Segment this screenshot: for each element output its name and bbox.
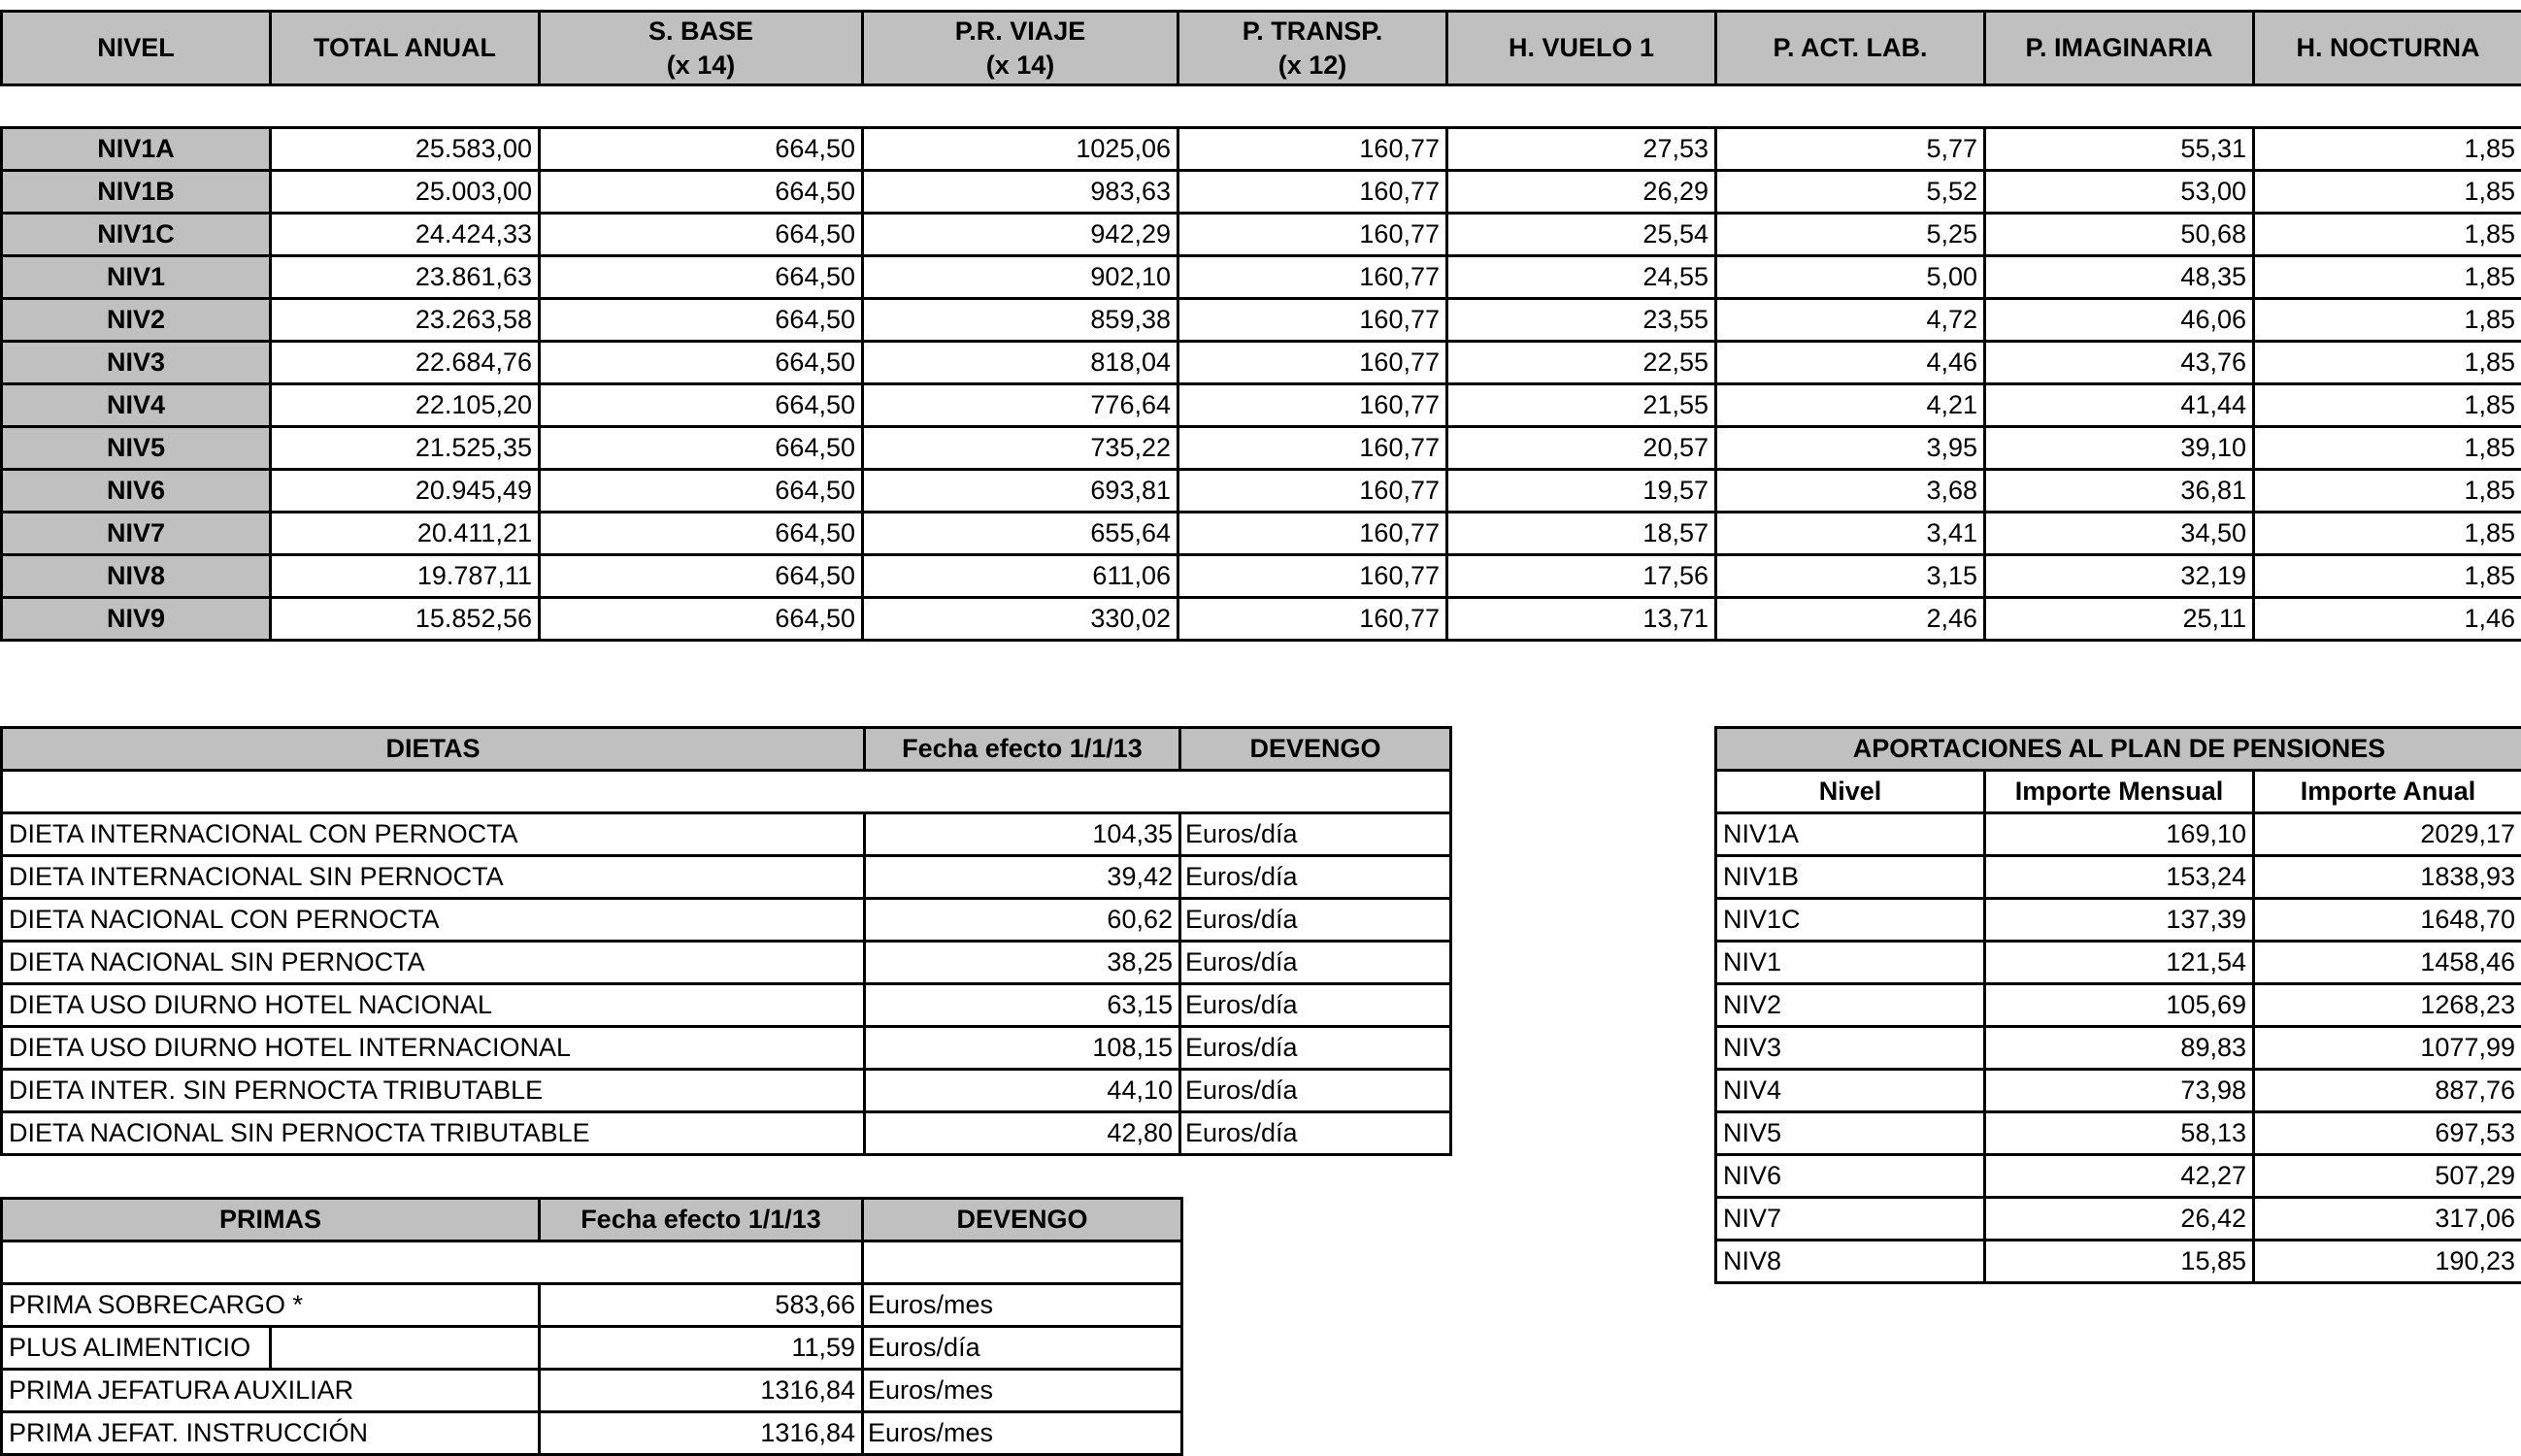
value-cell: 43,76 (1985, 342, 2254, 384)
value-cell: 160,77 (1178, 598, 1447, 641)
value-cell: 20.945,49 (271, 470, 540, 513)
value-cell: 22.684,76 (271, 342, 540, 384)
table-row (2, 856, 1451, 899)
value-cell: 664,50 (540, 299, 863, 342)
spacer-cell (2, 85, 2521, 128)
dieta-unit: Euros/día (1180, 1070, 1451, 1112)
value-cell: 1,85 (2254, 214, 2521, 256)
header-h-vuelo: H. VUELO 1 (1447, 12, 1716, 85)
value-cell: 1,85 (2254, 470, 2521, 513)
dietas-body (2, 813, 1451, 1155)
value-cell: 160,77 (1178, 384, 1447, 427)
value-cell: 160,77 (1178, 427, 1447, 470)
pension-monthly: 26,42 (1985, 1198, 2254, 1241)
value-cell: 13,71 (1447, 598, 1716, 641)
pension-level: NIV1B (1716, 856, 1985, 899)
table-row (2, 427, 2521, 470)
header-total-anual: TOTAL ANUAL (271, 12, 540, 85)
pension-monthly: 121,54 (1985, 942, 2254, 984)
dieta-label: DIETA INTERNACIONAL SIN PERNOCTA (2, 856, 865, 899)
level-cell: NIV6 (2, 470, 271, 513)
value-cell: 3,41 (1716, 513, 1985, 555)
pensiones-subheader-anual: Importe Anual (2254, 771, 2521, 813)
value-cell: 5,77 (1716, 128, 1985, 171)
primas-table (0, 1197, 1183, 1456)
table-row (2, 256, 2521, 299)
spacer-cell (863, 1241, 1182, 1284)
value-cell: 664,50 (540, 555, 863, 598)
value-cell: 664,50 (540, 384, 863, 427)
table-row (2, 384, 2521, 427)
value-cell: 2,46 (1716, 598, 1985, 641)
spacer-cell (2, 771, 1451, 813)
spacer-row (2, 85, 2521, 128)
primas-header-fecha: Fecha efecto 1/1/13 (540, 1199, 863, 1241)
table-row (2, 598, 2521, 641)
table-row (2, 1070, 1451, 1112)
value-cell: 160,77 (1178, 555, 1447, 598)
table-row (1716, 1112, 2521, 1155)
pensiones-table (1714, 726, 2521, 1284)
pensiones-subheader-row (1716, 771, 2521, 813)
dieta-amount: 108,15 (865, 1027, 1180, 1070)
value-cell: 1,46 (2254, 598, 2521, 641)
value-cell: 776,64 (863, 384, 1178, 427)
dietas-header-fecha: Fecha efecto 1/1/13 (865, 728, 1180, 771)
value-cell: 3,95 (1716, 427, 1985, 470)
value-cell: 50,68 (1985, 214, 2254, 256)
pension-level: NIV1A (1716, 813, 1985, 856)
dieta-amount: 38,25 (865, 942, 1180, 984)
value-cell: 1,85 (2254, 128, 2521, 171)
dieta-unit: Euros/día (1180, 942, 1451, 984)
value-cell: 983,63 (863, 171, 1178, 214)
level-cell: NIV8 (2, 555, 271, 598)
value-cell: 160,77 (1178, 513, 1447, 555)
table-row (2, 1327, 1182, 1370)
value-cell: 160,77 (1178, 299, 1447, 342)
value-cell: 34,50 (1985, 513, 2254, 555)
value-cell: 36,81 (1985, 470, 2254, 513)
level-cell: NIV1A (2, 128, 271, 171)
value-cell: 4,46 (1716, 342, 1985, 384)
header-p-imaginaria: P. IMAGINARIA (1985, 12, 2254, 85)
table-row (1716, 1155, 2521, 1198)
value-cell: 32,19 (1985, 555, 2254, 598)
dieta-label: DIETA INTERNACIONAL CON PERNOCTA (2, 813, 865, 856)
value-cell: 22,55 (1447, 342, 1716, 384)
dietas-header-devengo: DEVENGO (1180, 728, 1451, 771)
header-nivel: NIVEL (2, 12, 271, 85)
table-row (2, 1284, 1182, 1327)
value-cell: 4,72 (1716, 299, 1985, 342)
dieta-unit: Euros/día (1180, 899, 1451, 942)
prima-label: PRIMA JEFATURA AUXILIAR (2, 1370, 540, 1412)
value-cell: 24.424,33 (271, 214, 540, 256)
value-cell: 23,55 (1447, 299, 1716, 342)
value-cell: 664,50 (540, 342, 863, 384)
dieta-label: DIETA USO DIURNO HOTEL NACIONAL (2, 984, 865, 1027)
table-row (2, 942, 1451, 984)
value-cell: 1,85 (2254, 513, 2521, 555)
prima-unit: Euros/mes (863, 1370, 1182, 1412)
pension-annual: 887,76 (2254, 1070, 2521, 1112)
pension-monthly: 153,24 (1985, 856, 2254, 899)
pension-monthly: 58,13 (1985, 1112, 2254, 1155)
value-cell: 25,54 (1447, 214, 1716, 256)
prima-amount: 583,66 (540, 1284, 863, 1327)
value-cell: 19,57 (1447, 470, 1716, 513)
table-row (2, 1370, 1182, 1412)
value-cell: 53,00 (1985, 171, 2254, 214)
dietas-table (0, 726, 1452, 1156)
pension-monthly: 73,98 (1985, 1070, 2254, 1112)
value-cell: 46,06 (1985, 299, 2254, 342)
dieta-unit: Euros/día (1180, 1112, 1451, 1155)
pension-level: NIV1 (1716, 942, 1985, 984)
value-cell: 160,77 (1178, 342, 1447, 384)
table-row (1716, 942, 2521, 984)
value-cell: 693,81 (863, 470, 1178, 513)
value-cell: 330,02 (863, 598, 1178, 641)
header-pr-viaje: P.R. VIAJE (x 14) (863, 12, 1178, 85)
value-cell: 859,38 (863, 299, 1178, 342)
value-cell: 1,85 (2254, 171, 2521, 214)
pension-monthly: 137,39 (1985, 899, 2254, 942)
primas-header-label: PRIMAS (2, 1199, 540, 1241)
pension-annual: 317,06 (2254, 1198, 2521, 1241)
salary-table (0, 10, 2521, 642)
pension-level: NIV7 (1716, 1198, 1985, 1241)
dieta-amount: 44,10 (865, 1070, 1180, 1112)
value-cell: 735,22 (863, 427, 1178, 470)
pension-level: NIV5 (1716, 1112, 1985, 1155)
dieta-unit: Euros/día (1180, 813, 1451, 856)
value-cell: 664,50 (540, 513, 863, 555)
header-p-act-lab: P. ACT. LAB. (1716, 12, 1985, 85)
prima-label: PRIMA SOBRECARGO * (2, 1284, 540, 1327)
level-cell: NIV5 (2, 427, 271, 470)
pension-annual: 1838,93 (2254, 856, 2521, 899)
header-s-base: S. BASE (x 14) (540, 12, 863, 85)
table-row (2, 813, 1451, 856)
value-cell: 41,44 (1985, 384, 2254, 427)
value-cell: 26,29 (1447, 171, 1716, 214)
prima-label: PRIMA JEFAT. INSTRUCCIÓN (2, 1412, 540, 1455)
table-row (2, 513, 2521, 555)
value-cell: 664,50 (540, 427, 863, 470)
dietas-header-row (2, 728, 1451, 771)
value-cell: 39,10 (1985, 427, 2254, 470)
value-cell: 24,55 (1447, 256, 1716, 299)
prima-amount: 11,59 (540, 1327, 863, 1370)
salary-header-row (2, 12, 2521, 85)
dieta-amount: 60,62 (865, 899, 1180, 942)
level-cell: NIV1 (2, 256, 271, 299)
value-cell: 5,25 (1716, 214, 1985, 256)
table-row (1716, 1070, 2521, 1112)
value-cell: 1025,06 (863, 128, 1178, 171)
primas-body (2, 1284, 1182, 1455)
value-cell: 25,11 (1985, 598, 2254, 641)
value-cell: 1,85 (2254, 555, 2521, 598)
pensiones-title: APORTACIONES AL PLAN DE PENSIONES (1716, 728, 2521, 771)
spacer-row (2, 1241, 1182, 1284)
header-h-nocturna: H. NOCTURNA (2254, 12, 2521, 85)
dieta-amount: 39,42 (865, 856, 1180, 899)
prima-unit: Euros/día (863, 1327, 1182, 1370)
pension-annual: 697,53 (2254, 1112, 2521, 1155)
pensiones-body (1716, 813, 2521, 1283)
dieta-label: DIETA NACIONAL SIN PERNOCTA TRIBUTABLE (2, 1112, 865, 1155)
table-row (1716, 984, 2521, 1027)
value-cell: 5,00 (1716, 256, 1985, 299)
prima-unit: Euros/mes (863, 1412, 1182, 1455)
pension-annual: 1077,99 (2254, 1027, 2521, 1070)
level-cell: NIV2 (2, 299, 271, 342)
table-row (1716, 1241, 2521, 1283)
pension-monthly: 169,10 (1985, 813, 2254, 856)
pension-annual: 1458,46 (2254, 942, 2521, 984)
dieta-amount: 42,80 (865, 1112, 1180, 1155)
dieta-unit: Euros/día (1180, 856, 1451, 899)
header-p-transp: P. TRANSP. (x 12) (1178, 12, 1447, 85)
dieta-unit: Euros/día (1180, 1027, 1451, 1070)
value-cell: 1,85 (2254, 342, 2521, 384)
table-row (1716, 1027, 2521, 1070)
value-cell: 160,77 (1178, 171, 1447, 214)
value-cell: 664,50 (540, 214, 863, 256)
value-cell: 1,85 (2254, 299, 2521, 342)
pension-level: NIV6 (1716, 1155, 1985, 1198)
value-cell: 160,77 (1178, 470, 1447, 513)
table-row (2, 299, 2521, 342)
value-cell: 55,31 (1985, 128, 2254, 171)
dieta-label: DIETA NACIONAL SIN PERNOCTA (2, 942, 865, 984)
value-cell: 664,50 (540, 128, 863, 171)
table-row (2, 899, 1451, 942)
value-cell: 21,55 (1447, 384, 1716, 427)
value-cell: 23.263,58 (271, 299, 540, 342)
pension-annual: 1268,23 (2254, 984, 2521, 1027)
value-cell: 4,21 (1716, 384, 1985, 427)
table-row (2, 555, 2521, 598)
table-row (2, 1412, 1182, 1455)
table-row (2, 470, 2521, 513)
dieta-label: DIETA USO DIURNO HOTEL INTERNACIONAL (2, 1027, 865, 1070)
dieta-label: DIETA INTER. SIN PERNOCTA TRIBUTABLE (2, 1070, 865, 1112)
pension-monthly: 105,69 (1985, 984, 2254, 1027)
level-cell: NIV3 (2, 342, 271, 384)
salary-body (2, 128, 2521, 641)
table-row (1716, 899, 2521, 942)
pension-level: NIV1C (1716, 899, 1985, 942)
pension-annual: 190,23 (2254, 1241, 2521, 1283)
value-cell: 160,77 (1178, 128, 1447, 171)
pension-monthly: 89,83 (1985, 1027, 2254, 1070)
value-cell: 23.861,63 (271, 256, 540, 299)
primas-header-row (2, 1199, 1182, 1241)
value-cell: 21.525,35 (271, 427, 540, 470)
level-cell: NIV1C (2, 214, 271, 256)
table-row (2, 1112, 1451, 1155)
pension-level: NIV8 (1716, 1241, 1985, 1283)
value-cell: 1,85 (2254, 427, 2521, 470)
table-row (1716, 813, 2521, 856)
value-cell: 611,06 (863, 555, 1178, 598)
table-row (2, 342, 2521, 384)
prima-label: PLUS ALIMENTICIO (2, 1327, 271, 1370)
dieta-label: DIETA NACIONAL CON PERNOCTA (2, 899, 865, 942)
value-cell: 818,04 (863, 342, 1178, 384)
value-cell: 664,50 (540, 470, 863, 513)
dieta-amount: 104,35 (865, 813, 1180, 856)
prima-unit: Euros/mes (863, 1284, 1182, 1327)
value-cell: 20,57 (1447, 427, 1716, 470)
value-cell: 655,64 (863, 513, 1178, 555)
table-row (1716, 1198, 2521, 1241)
value-cell: 20.411,21 (271, 513, 540, 555)
level-cell: NIV7 (2, 513, 271, 555)
value-cell: 25.003,00 (271, 171, 540, 214)
table-row (1716, 856, 2521, 899)
table-row (2, 1027, 1451, 1070)
pension-annual: 2029,17 (2254, 813, 2521, 856)
value-cell: 664,50 (540, 598, 863, 641)
value-cell: 48,35 (1985, 256, 2254, 299)
value-cell: 160,77 (1178, 256, 1447, 299)
value-cell: 18,57 (1447, 513, 1716, 555)
pension-level: NIV2 (1716, 984, 1985, 1027)
value-cell: 19.787,11 (271, 555, 540, 598)
dieta-amount: 63,15 (865, 984, 1180, 1027)
level-cell: NIV1B (2, 171, 271, 214)
value-cell: 3,68 (1716, 470, 1985, 513)
pension-annual: 1648,70 (2254, 899, 2521, 942)
value-cell: 27,53 (1447, 128, 1716, 171)
value-cell: 1,85 (2254, 384, 2521, 427)
level-cell: NIV9 (2, 598, 271, 641)
value-cell: 25.583,00 (271, 128, 540, 171)
pension-level: NIV4 (1716, 1070, 1985, 1112)
table-row (2, 128, 2521, 171)
value-cell: 664,50 (540, 171, 863, 214)
pension-monthly: 42,27 (1985, 1155, 2254, 1198)
prima-empty-cell (271, 1327, 540, 1370)
spacer-row (2, 771, 1451, 813)
dietas-header-label: DIETAS (2, 728, 865, 771)
value-cell: 22.105,20 (271, 384, 540, 427)
table-row (2, 171, 2521, 214)
value-cell: 3,15 (1716, 555, 1985, 598)
pensiones-subheader-nivel: Nivel (1716, 771, 1985, 813)
table-row (2, 984, 1451, 1027)
value-cell: 17,56 (1447, 555, 1716, 598)
value-cell: 942,29 (863, 214, 1178, 256)
spacer-cell (2, 1241, 863, 1284)
value-cell: 1,85 (2254, 256, 2521, 299)
pensiones-subheader-mensual: Importe Mensual (1985, 771, 2254, 813)
value-cell: 902,10 (863, 256, 1178, 299)
primas-header-devengo: DEVENGO (863, 1199, 1182, 1241)
dieta-unit: Euros/día (1180, 984, 1451, 1027)
pensiones-title-row (1716, 728, 2521, 771)
value-cell: 664,50 (540, 256, 863, 299)
pension-annual: 507,29 (2254, 1155, 2521, 1198)
value-cell: 15.852,56 (271, 598, 540, 641)
table-row (2, 214, 2521, 256)
prima-amount: 1316,84 (540, 1412, 863, 1455)
value-cell: 5,52 (1716, 171, 1985, 214)
pension-level: NIV3 (1716, 1027, 1985, 1070)
prima-amount: 1316,84 (540, 1370, 863, 1412)
level-cell: NIV4 (2, 384, 271, 427)
value-cell: 160,77 (1178, 214, 1447, 256)
pension-monthly: 15,85 (1985, 1241, 2254, 1283)
